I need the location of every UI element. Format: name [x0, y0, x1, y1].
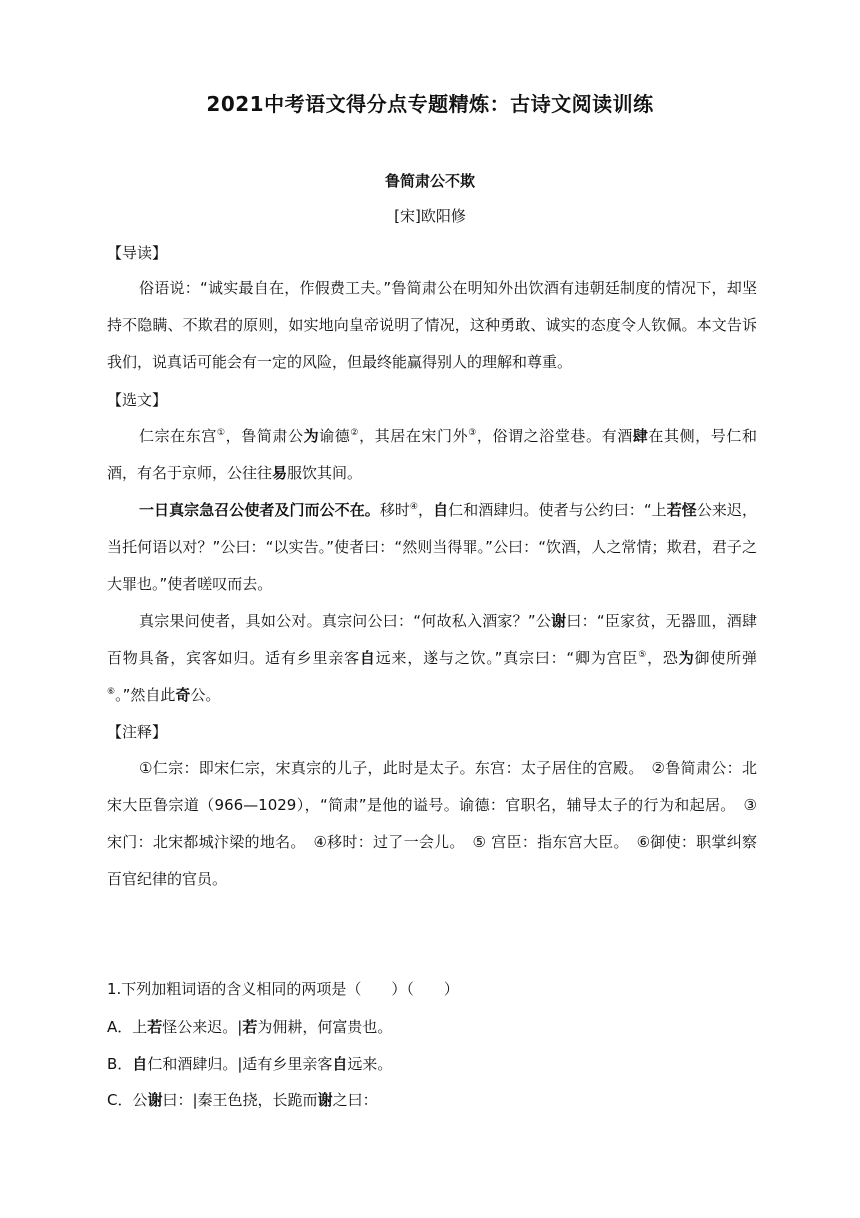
bold-word: 为 — [678, 649, 695, 667]
text-run: 为佣耕，何富贵也。 — [257, 1018, 393, 1036]
guide-paragraph: 俗语说：“诚实最自在，作假费工夫。”鲁简肃公在明知外出饮酒有违朝廷制度的情况下，却坚持不隐瞒、不欺君的原则，如实地向皇帝说明了情况，这种勇敢、诚实的态度令人钦佩。本文告诉我们，说真话可能会有一定的风险，但最终能赢得别人的理解和尊重。 — [107, 279, 757, 371]
section-guide-heading: 【导读】 — [107, 244, 168, 262]
text-run: 远来。 — [347, 1055, 393, 1073]
selected-paragraph-3 — [107, 603, 757, 714]
text-run: ，恐 — [647, 649, 679, 667]
notes-paragraph: ①仁宗：即宋仁宗，宋真宗的儿子，此时是太子。东宫：太子居住的宫殿。 ②鲁简肃公：北宋大臣鲁宗道（966—1029），“简肃”是他的谥号。谕德：官职名，辅导太子的行为和起居。 ③宋门：北宋都城汴梁的地名。 ④移时：过了一会儿。 ⑤ 宫臣：指东宫大臣。 ⑥御使：职掌纠察百官纪律的官员。 — [107, 759, 757, 888]
text-run: 服饮其间。 — [287, 464, 363, 482]
text-run: 曰：“臣家贫，无器皿，酒肆百物具备，宾客如归。适有乡里亲客 — [107, 612, 757, 667]
bold-word: 自 — [433, 501, 449, 519]
text-run: A．上 — [107, 1018, 148, 1036]
text-run: 曰：|秦王色挠，长跪而 — [162, 1091, 318, 1109]
bold-word: 肆 — [632, 427, 649, 445]
text-run: ，鲁简肃公 — [225, 427, 304, 445]
bold-word: 奇 — [175, 686, 191, 704]
selected-paragraph-2 — [107, 492, 757, 603]
footnote-marker: ④ — [409, 502, 419, 512]
selected-paragraph-1 — [107, 418, 757, 492]
document-title: 2021中考语文得分点专题精炼：古诗文阅读训练 — [206, 92, 654, 116]
bold-word: 若 — [242, 1018, 258, 1036]
bold-word: 自 — [359, 649, 376, 667]
bold-word: 谢 — [317, 1091, 333, 1109]
section-notes-heading: 【注释】 — [107, 723, 168, 741]
footnote-marker: ② — [350, 428, 360, 438]
bold-word: 易 — [272, 464, 288, 482]
text-run: 谕德 — [319, 427, 351, 445]
text-run: 公来迟，当托何语以对？”公曰：“以实告。”使者曰：“然则当得罪。”公曰：“饮酒，人之常情；欺君，君子之大罪也。”使者嗟叹而去。 — [107, 501, 757, 593]
footnote-marker: ⑤ — [638, 650, 648, 660]
text-author: [宋]欧阳修 — [394, 207, 466, 225]
question-stem: 1.下列加粗词语的含义相同的两项是（ ）（ ） — [107, 980, 459, 998]
text-run: ，俗谓之浴堂巷。有酒 — [476, 427, 633, 445]
footnote-marker: ① — [216, 428, 226, 438]
text-run: 御使所弹 — [694, 649, 757, 667]
text-run: B． — [107, 1055, 133, 1073]
bold-word: 自 — [132, 1055, 148, 1073]
bold-word: 谢 — [551, 612, 567, 630]
text-run: 仁和酒肆归。使者与公约曰：“上 — [448, 501, 667, 519]
text-run: C．公 — [107, 1091, 148, 1109]
bold-word: 谢 — [147, 1091, 163, 1109]
text-run: 在其侧，号仁和酒，有名于京师，公往往 — [107, 427, 757, 482]
bold-sentence: 一日真宗急召公使者及门而公不在。 — [139, 501, 380, 519]
section-selected-heading: 【选文】 — [107, 391, 168, 409]
text-run: 移时 — [379, 501, 410, 519]
text-run: 仁宗在东宫 — [139, 427, 217, 445]
bold-word: 为 — [303, 427, 320, 445]
text-run: ， — [418, 501, 434, 519]
question-option-b — [107, 1053, 392, 1074]
text-run: 远来，遂与之饮。”真宗曰：“卿为宫臣 — [375, 649, 639, 667]
text-run: ，其居在宋门外 — [359, 427, 469, 445]
text-run: 怪公来迟。| — [162, 1018, 243, 1036]
text-run: 真宗果问使者，具如公对。真宗问公曰：“何故私入酒家？”公 — [139, 612, 552, 630]
bold-word: 若怪 — [666, 501, 697, 519]
question-option-a — [107, 1016, 392, 1037]
text-title: 鲁简肃公不欺 — [384, 172, 475, 190]
bold-word: 自 — [332, 1055, 348, 1073]
footnote-marker: ③ — [468, 428, 477, 438]
text-run: 。”然自此 — [115, 686, 176, 704]
bold-word: 若 — [147, 1018, 163, 1036]
text-run: 公。 — [190, 686, 221, 704]
question-option-c — [107, 1089, 378, 1110]
footnote-marker: ⑥ — [107, 687, 116, 697]
text-run: 之曰： — [332, 1091, 378, 1109]
text-run: 仁和酒肆归。|适有乡里亲客 — [147, 1055, 333, 1073]
